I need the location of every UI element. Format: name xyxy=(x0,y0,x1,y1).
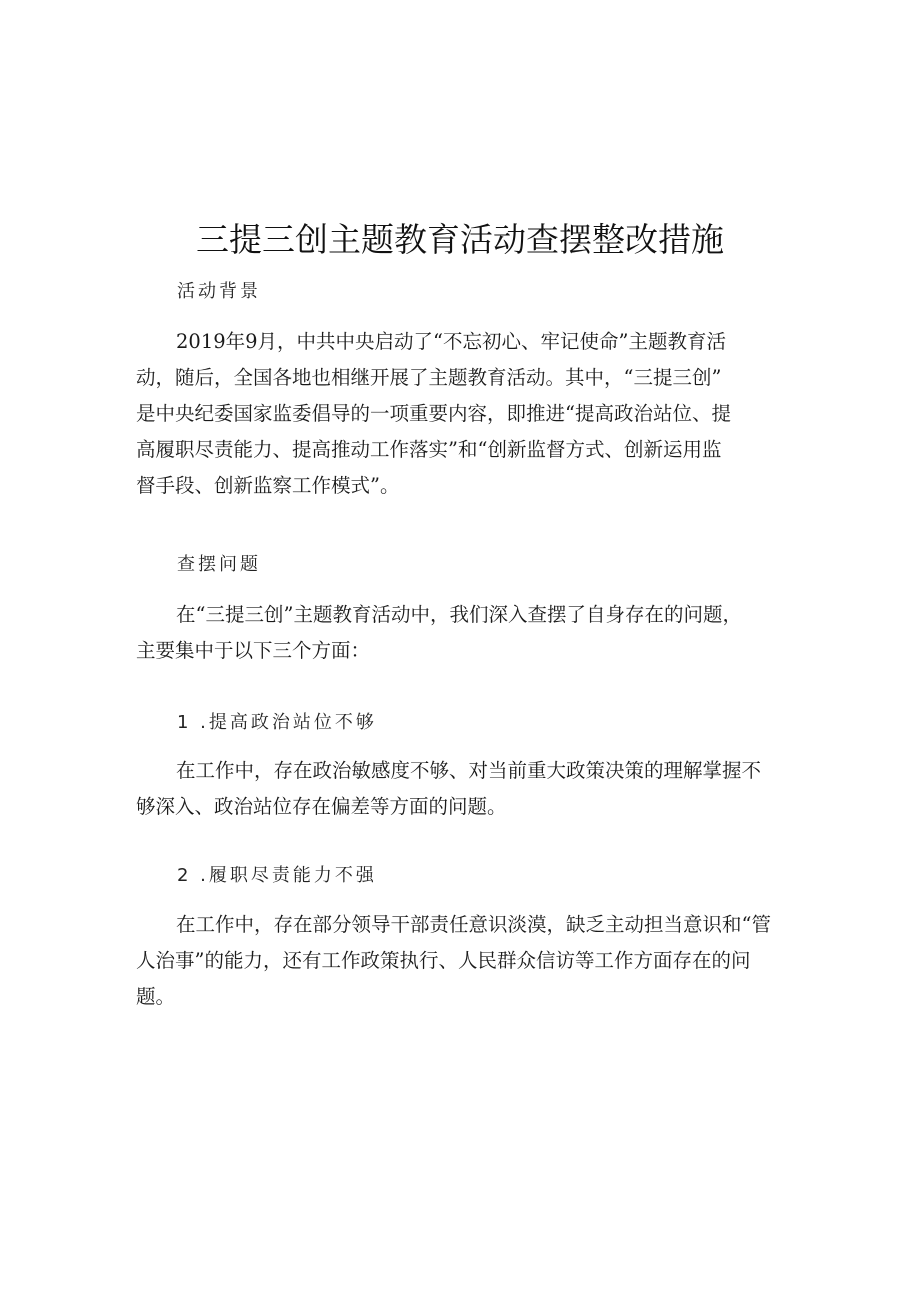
section-heading-political-standing: 1 .提高政治站位不够 xyxy=(177,712,377,733)
paragraph-line: 够深入、政治站位存在偏差等方面的问题。 xyxy=(136,795,507,818)
section-heading-background: 活动背景 xyxy=(177,281,261,302)
paragraph-duty-capability xyxy=(136,907,786,1015)
paragraph-line: 2019年9月，中共中央启动了“不忘初心、牢记使命”主题教育活 xyxy=(176,330,726,353)
paragraph-line: 动，随后，全国各地也相继开展了主题教育活动。其中，“三提三创” xyxy=(136,366,722,389)
section-heading-problems: 查摆问题 xyxy=(177,554,261,575)
paragraph-political-standing xyxy=(136,753,786,825)
paragraph-line: 题。 xyxy=(136,985,176,1008)
paragraph-line: 督手段、创新监察工作模式”。 xyxy=(136,474,400,497)
paragraph-line: 在工作中，存在部分领导干部责任意识淡漠，缺乏主动担当意识和“管 xyxy=(176,913,771,936)
paragraph-line: 人治事”的能力，还有工作政策执行、人民群众信访等工作方面存在的问 xyxy=(136,949,751,972)
document-title: 三提三创主题教育活动查摆整改措施 xyxy=(196,220,724,259)
paragraph-line: 在“三提三创”主题教育活动中，我们深入查摆了自身存在的问题， xyxy=(176,603,742,626)
section-heading-duty-capability: 2 .履职尽责能力不强 xyxy=(177,865,377,886)
paragraph-line: 高履职尽责能力、提高推动工作落实”和“创新监督方式、创新运用监 xyxy=(136,438,722,461)
paragraph-line: 在工作中，存在政治敏感度不够、对当前重大政策决策的理解掌握不 xyxy=(176,759,762,782)
paragraph-background xyxy=(136,324,786,504)
paragraph-problems xyxy=(136,597,786,669)
paragraph-line: 是中央纪委国家监委倡导的一项重要内容，即推进“提高政治站位、提 xyxy=(136,402,731,425)
paragraph-line: 主要集中于以下三个方面： xyxy=(136,639,371,662)
